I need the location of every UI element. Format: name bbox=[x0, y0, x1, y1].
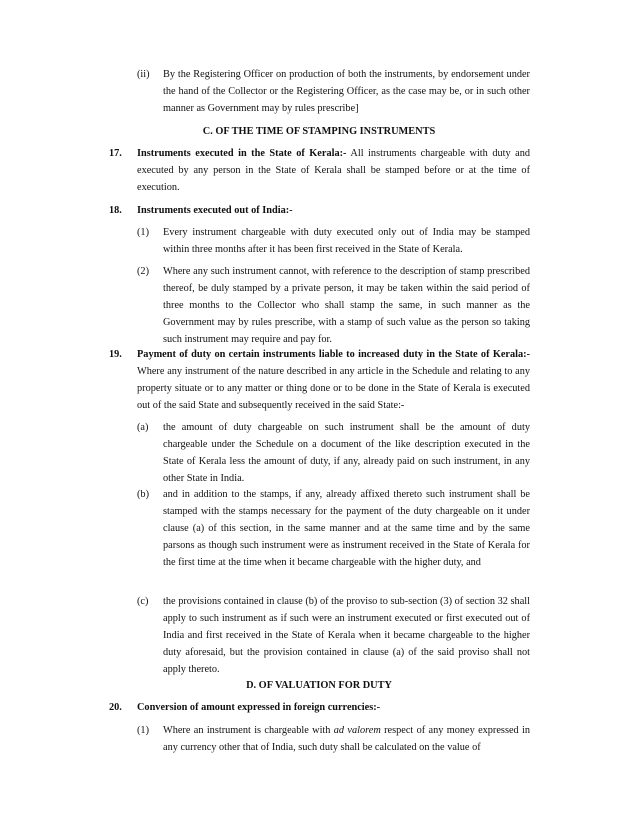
section-20-1-body bbox=[163, 722, 530, 756]
section-17-title: Instruments executed in the State of Kerala:- bbox=[137, 148, 347, 159]
section-heading-c: C. OF THE TIME OF STAMPING INSTRUMENTS bbox=[202, 126, 436, 137]
section-18-1-label: (1) bbox=[137, 227, 150, 238]
section-18-2-text: Where any such instrument cannot, with reference to the description of stamp prescribed thereof, be duly stamped by a private person, it may be taken within the said period of three months to the Collector who shall stamp the same, in such manner as the Government may by rules prescribe, with a stamp of such value as the person so taking such instrument may require and pay for. bbox=[163, 266, 530, 345]
section-19-c-text: the provisions contained in clause (b) of the proviso to sub-section (3) of section 32 shall apply to such instrument as if such were an instrument executed or first executed out of India and first received in the State of Kerala when it became chargeable to the higher duty aforesaid, but the provision contained in clause (a) of the said proviso shall not apply thereto. bbox=[163, 596, 530, 675]
clause-ii-label: (ii) bbox=[137, 69, 150, 80]
section-20-1-label: (1) bbox=[137, 725, 150, 736]
section-heading-d: D. OF VALUATION FOR DUTY bbox=[246, 680, 392, 691]
section-19-b-label: (b) bbox=[137, 489, 150, 500]
section-17-body bbox=[137, 145, 530, 196]
section-18-2-label: (2) bbox=[137, 266, 150, 277]
section-19-c-label: (c) bbox=[137, 596, 149, 607]
section-18-1-text: Every instrument chargeable with duty executed only out of India may be stamped within three months after it has been first received in the State of Kerala. bbox=[163, 227, 530, 255]
section-18-number: 18. bbox=[109, 205, 122, 216]
section-20-number: 20. bbox=[109, 702, 122, 713]
section-20-1-text-after: respect of any money expressed in any currency other that of India, such duty shall be calculated on the value of bbox=[163, 725, 531, 753]
section-18-title: Instruments executed out of India:- bbox=[137, 205, 293, 216]
section-19-number: 19. bbox=[109, 349, 122, 360]
clause-ii-text: By the Registering Officer on production of both the instruments, by endorsement under the hand of the Collector or the Registering Officer, as the case may be, or in such other manner as Government may by rules prescribe] bbox=[163, 69, 530, 114]
section-19-b-text: and in addition to the stamps, if any, already affixed thereto such instrument shall be stamped with the stamps necessary for the payment of the duty chargeable on it under clause (a) of this section, in the same manner and at the same time and by the same parsons as though such instrument were as instrument received in the State of Kerala for the first time at the time when it became chargeable with the higher duty, and bbox=[163, 489, 530, 568]
section-19-title: Payment of duty on certain instruments liable to increased duty in the State of Kerala:- bbox=[137, 349, 530, 360]
section-17-text: All instruments chargeable with duty and executed by any person in the State of Kerala shall be stamped before or at the time of execution. bbox=[137, 148, 530, 193]
section-19-a-label: (a) bbox=[137, 422, 149, 433]
section-20-title: Conversion of amount expressed in foreign currencies:- bbox=[137, 702, 381, 713]
section-20-1-italic: ad valorem bbox=[333, 725, 381, 736]
section-17-number: 17. bbox=[109, 148, 122, 159]
section-19-a-text: the amount of duty chargeable on such instrument shall be the amount of duty chargeable under the Schedule on a document of the like description executed in the State of Kerala less the amount of duty, if any, already paid on such instrument, in any other State in India. bbox=[163, 422, 530, 484]
section-19-body bbox=[137, 346, 530, 414]
section-19-text: Where any instrument of the nature described in any article in the Schedule and relating to any property situate or to any matter or thing done or to be done in the State of Kerala is executed out of the said State and subsequently received in the said State:- bbox=[137, 366, 530, 411]
section-20-1-text-before: Where an instrument is chargeable with bbox=[163, 725, 334, 736]
